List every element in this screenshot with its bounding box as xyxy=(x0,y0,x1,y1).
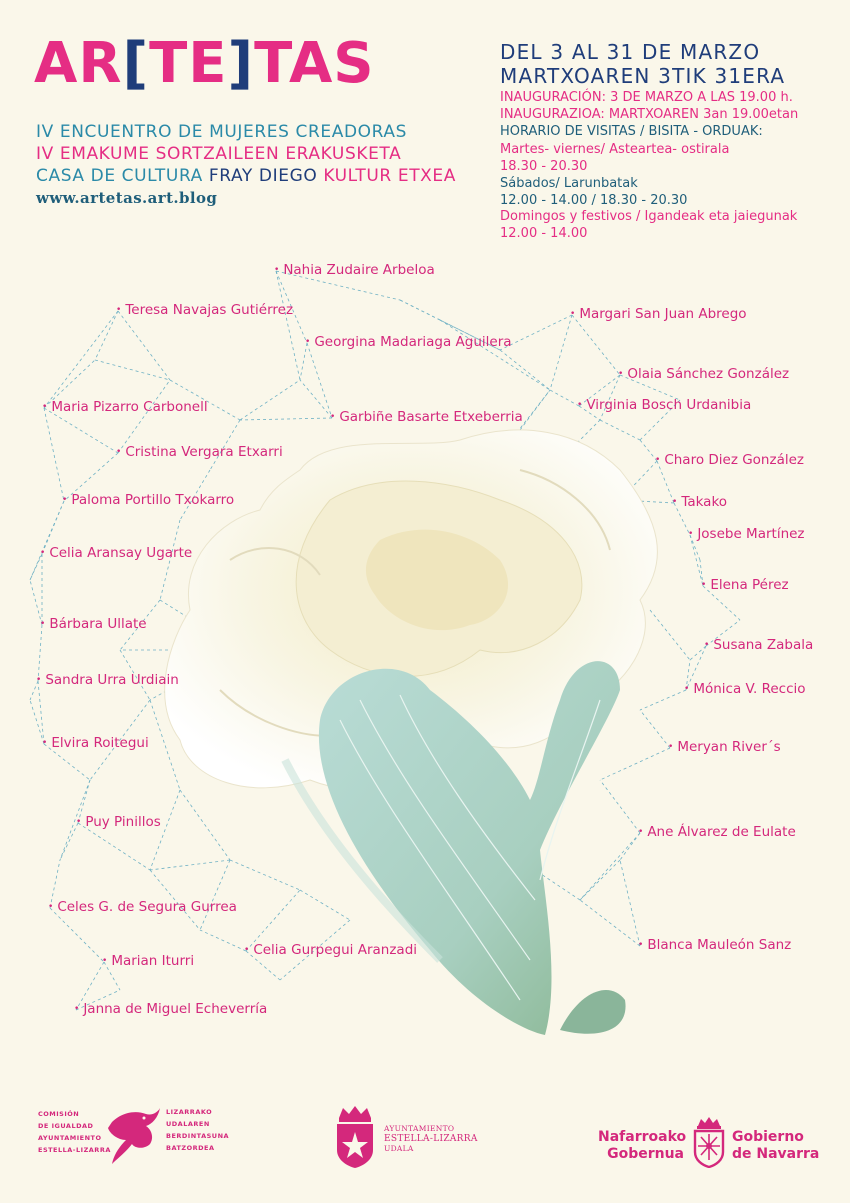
leaf-icon xyxy=(285,661,626,1035)
network-line xyxy=(572,315,620,375)
subtitle-line-2: IV EMAKUME SORTZAILEEN ERAKUSKETA xyxy=(36,144,402,164)
website-link[interactable]: www.artetas.art.blog xyxy=(36,189,218,207)
network-line xyxy=(650,610,690,660)
inauguration-eu: INAUGURAZIOA: MARTXOAREN 3an 19.00etan xyxy=(500,107,799,122)
network-line xyxy=(150,860,230,870)
network-line xyxy=(300,380,332,418)
network-line xyxy=(118,311,170,380)
network-line xyxy=(240,380,300,420)
artist-name: • Ane Álvarez de Eulate xyxy=(638,824,796,840)
inauguration-es: INAUGURACIÓN: 3 DE MARZO A LAS 19.00 h. xyxy=(500,90,793,105)
dates-eu: MARTXOAREN 3TIK 31ERA xyxy=(500,64,786,88)
sunday-label: Domingos y festivos / Igandeak eta jaiegunak xyxy=(500,209,798,224)
weekdays-hours: 18.30 - 20.30 xyxy=(500,159,588,174)
artist-name: • Maria Pizarro Carbonell xyxy=(42,399,208,415)
network-line xyxy=(95,311,118,360)
network-line xyxy=(580,860,620,900)
artist-name: • Bárbara Ullate xyxy=(40,616,147,632)
network-line xyxy=(276,271,300,380)
network-line xyxy=(440,320,550,390)
artist-name: • Georgina Madariaga Aguilera xyxy=(305,334,512,350)
network-line xyxy=(200,860,230,930)
artist-name: • Susana Zabala xyxy=(704,637,813,653)
artist-name: • Teresa Navajas Gutiérrez xyxy=(116,302,293,318)
network-line xyxy=(600,748,670,780)
network-line xyxy=(620,833,640,860)
network-line xyxy=(78,823,150,870)
network-line xyxy=(44,311,118,408)
sunday-hours: 12.00 - 14.00 xyxy=(500,226,588,241)
subtitle-line-3: CASA DE CULTURA FRAY DIEGO KULTUR ETXEA xyxy=(36,166,456,186)
network-line xyxy=(30,501,64,580)
event-title: AR[TE]TAS xyxy=(34,31,375,96)
network-line xyxy=(180,790,230,860)
artist-name: • Meryan River´s xyxy=(668,739,781,755)
comision-igualdad-text: COMISIÓN DE IGUALDAD AYUNTAMIENTO ESTELLA-LIZARRA xyxy=(38,1110,111,1154)
network-line xyxy=(307,343,332,418)
network-line xyxy=(600,780,640,833)
navarra-coat-of-arms-icon xyxy=(692,1116,726,1168)
network-line xyxy=(300,890,350,920)
network-line xyxy=(95,360,170,380)
artist-name: • Elena Pérez xyxy=(701,577,789,593)
artist-name: • Mónica V. Reccio xyxy=(684,681,806,697)
dates-es: DEL 3 AL 31 DE MARZO xyxy=(500,40,761,64)
saturday-label: Sábados/ Larunbatak xyxy=(500,176,638,191)
network-line xyxy=(44,408,64,501)
artist-name: • Celia Gurpegui Aranzadi xyxy=(244,942,417,958)
gobierno-navarra-text: Gobierno de Navarra xyxy=(732,1129,820,1162)
artist-name: • Sandra Urra Urdiain xyxy=(36,672,179,688)
artist-name: • Margari San Juan Abrego xyxy=(570,306,747,322)
artist-name: • Celia Aransay Ugarte xyxy=(40,545,192,561)
saturday-hours: 12.00 - 14.00 / 18.30 - 20.30 xyxy=(500,193,688,208)
crown-shield-icon xyxy=(333,1104,377,1170)
dove-logo-icon xyxy=(102,1104,162,1168)
nafarroako-gobernua-text: Nafarroako Gobernua xyxy=(598,1129,687,1162)
network-line xyxy=(230,860,300,890)
network-line xyxy=(600,420,640,440)
artist-name: • Virginia Bosch Urdanibia xyxy=(577,397,751,413)
network-line xyxy=(620,860,640,946)
network-line xyxy=(520,390,550,430)
network-line xyxy=(640,710,670,748)
visiting-hours-heading: HORARIO DE VISITAS / BISITA - ORDUAK: xyxy=(500,124,763,139)
network-line xyxy=(500,350,550,390)
artist-name: • Cristina Vergara Etxarri xyxy=(116,444,283,460)
artist-name: • Paloma Portillo Txokarro xyxy=(62,492,234,508)
artist-name: • Nahia Zudaire Arbeloa xyxy=(274,262,435,278)
network-line xyxy=(200,930,246,951)
network-line xyxy=(240,418,332,420)
artist-name: • Olaia Sánchez González xyxy=(618,366,789,382)
network-line xyxy=(550,390,579,406)
artist-name: • Elvira Roitegui xyxy=(42,735,149,751)
lizarrako-batzordea-text: LIZARRAKO UDALAREN BERDINTASUNA BATZORDEA xyxy=(166,1108,230,1152)
artist-name: • Josebe Martínez xyxy=(688,526,805,542)
subtitle-line-1: IV ENCUENTRO DE MUJERES CREADORAS xyxy=(36,122,407,142)
network-line xyxy=(580,900,640,946)
artist-name: • Marian Iturri xyxy=(102,953,194,969)
ayuntamiento-text: AYUNTAMIENTO ESTELLA-LIZARRA UDALA xyxy=(384,1124,478,1153)
network-line xyxy=(550,315,572,390)
network-line xyxy=(150,790,180,870)
artist-name: • Charo Diez González xyxy=(655,452,804,468)
network-line xyxy=(50,908,104,962)
network-line xyxy=(118,380,170,453)
weekdays-label: Martes- viernes/ Asteartea- ostirala xyxy=(500,142,730,157)
exhibition-dates xyxy=(500,40,785,88)
artist-name: • Janna de Miguel Echeverría xyxy=(74,1001,267,1017)
artist-name: • Garbiñe Basarte Etxeberria xyxy=(330,409,523,425)
network-line xyxy=(580,833,640,900)
artist-name: • Blanca Mauleón Sanz xyxy=(638,937,791,953)
artist-name: • Puy Pinillos xyxy=(76,814,161,830)
artist-name: • Takako xyxy=(672,494,727,510)
artist-name: • Celes G. de Segura Gurrea xyxy=(48,899,237,915)
network-line xyxy=(640,690,686,710)
